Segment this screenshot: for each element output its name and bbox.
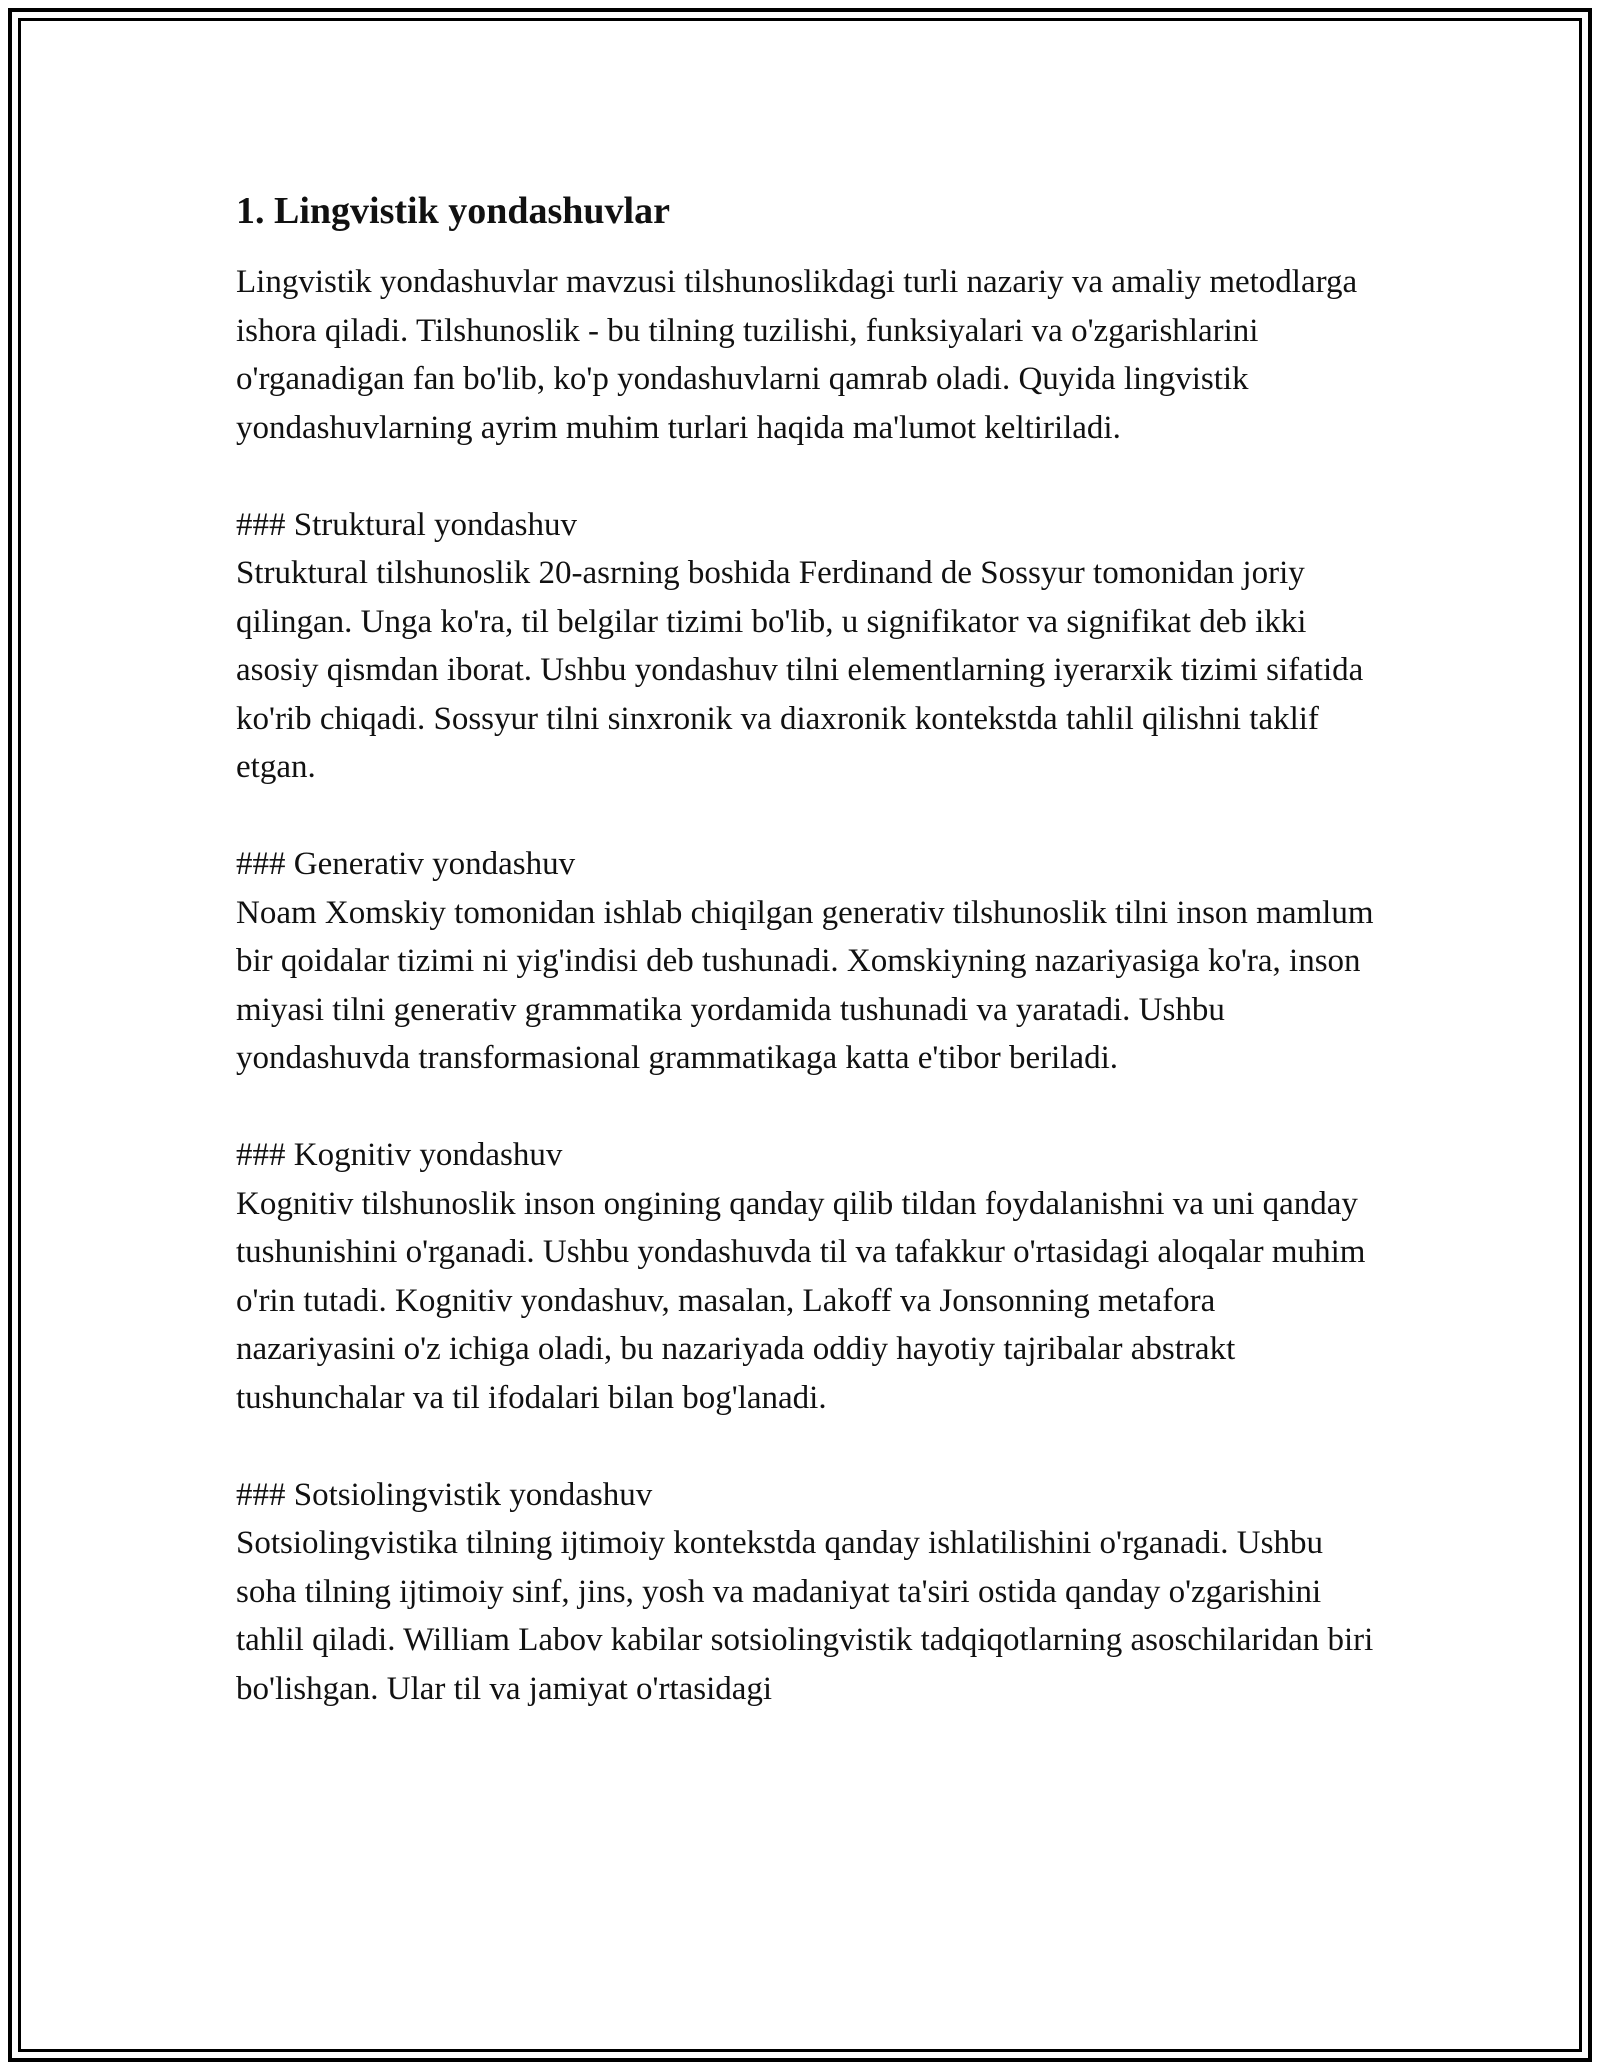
section-heading: ### Kognitiv yondashuv <box>236 1137 563 1173</box>
intro-paragraph: Lingvistik yondashuvlar mavzusi tilshunoslikdagi turli nazariy va amaliy metodlarga ishora qiladi. Tilshunoslik - bu tilning tuzilishi, funksiyalari va o'zgarishlarini o'rganadigan fan bo'lib, ko'p yondashuvlarni qamrab oladi. Quyida lingvistik yondashuvlarning ayrim muhim turlari haqida ma'lumot keltiriladi. <box>236 264 1358 446</box>
section-heading: ### Struktural yondashuv <box>236 506 577 543</box>
section-struktural <box>236 501 1376 792</box>
section-kognitiv <box>236 1131 1376 1422</box>
section-text: Struktural tilshunoslik 20-asrning boshida Ferdinand de Sossyur tomonidan joriy qilingan. Unga ko'ra, til belgilar tizimi bo'lib, u signifikator va signifikat deb ikki asosiy qismdan iborat. Ushbu yondashuv tilni elementlarning iyerarxik tizimi sifatida ko'rib chiqadi. Sossyur tilni sinxronik va diaxronik kontekstda tahlil qilishni taklif etgan. <box>236 555 1364 785</box>
section-text: Sotsiolingvistika tilning ijtimoiy kontekstda qanday ishlatilishini o'rganadi. Ushbu soha tilning ijtimoiy sinf, jins, yosh va madaniyat ta'siri ostida qanday o'zgarishini tahlil qiladi. William Labov kabilar sotsiolingvistik tadqiqotlarning asoschilaridan biri bo'lishgan. Ular til va jamiyat o'rtasidagi <box>236 1525 1374 1707</box>
document-title: 1. Lingvistik yondashuvlar <box>236 190 670 232</box>
section-sotsiolingvistik <box>236 1471 1376 1714</box>
section-generativ <box>236 840 1376 1083</box>
section-heading: ### Generativ yondashuv <box>236 846 576 882</box>
section-text: Noam Xomskiy tomonidan ishlab chiqilgan generativ tilshunoslik tilni inson mamlum bir qoidalar tizimi ni yig'indisi deb tushunadi. Xomskiyning nazariyasiga ko'ra, inson miyasi tilni generativ grammatika yordamida tushunadi va yaratadi. Ushbu yondashuvda transformasional grammatikaga katta e'tibor beriladi. <box>236 894 1374 1076</box>
section-text: Kognitiv tilshunoslik inson ongining qanday qilib tildan foydalanishni va uni qanday tushunishini o'rganadi. Ushbu yondashuvda til va tafakkur o'rtasidagi aloqalar muhim o'rin tutadi. Kognitiv yondashuv, masalan, Lakoff va Jonsonning metafora nazariyasini o'z ichiga oladi, bu nazariyada oddiy hayotiy tajribalar abstrakt tushunchalar va til ifodalari bilan bog'lanadi. <box>236 1185 1366 1416</box>
section-heading: ### Sotsiolingvistik yondashuv <box>236 1476 653 1513</box>
document-body <box>236 186 1376 1762</box>
